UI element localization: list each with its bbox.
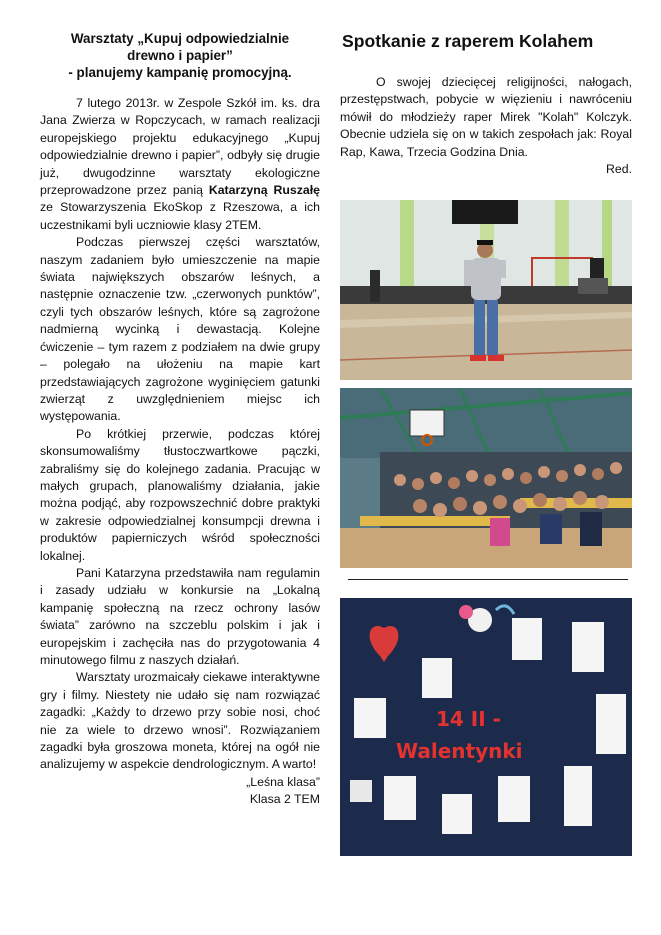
left-title-line-1: Warsztaty „Kupuj odpowiedzialnie bbox=[70, 31, 290, 46]
left-title-line-2: drewno i papier” bbox=[127, 48, 233, 63]
photo-rapper-performing bbox=[340, 200, 632, 380]
left-paragraph-5: Warsztaty urozmaicały ciekawe interaktywne gry i filmy. Niestety nie udało się nam rozwiązać zagadki: „Każdy to drzewo przy sobie nosi, choć nie za wiele to drzewo wnosi”. Rozwiązaniem zagadki była groszowa moneta, której na ogół nie analizujemy w aspekcie dendrologicznym. A warto! bbox=[40, 670, 320, 772]
photo-audience bbox=[340, 388, 632, 568]
left-p1-person-name: Katarzyną Ruszałę bbox=[208, 183, 320, 198]
left-title-line-3: - planujemy kampanię promocyjną. bbox=[68, 65, 292, 80]
left-p1-text-after: ze Stowarzyszenia EkoSkop z Rzeszowa, a ich uczestnikami byli uczniowie klasy 2TEM. bbox=[40, 200, 320, 232]
left-paragraph-3: Po krótkiej przerwie, podczas której skonsumowaliśmy tłustoczwartkowe pączki, zabraliśmy się do kolejnego zadania. Pracując w małych grupach, planowaliśmy działania, jakie można podjąć, aby rozpowszechnić dobre praktyki w zakresie odpowiedzialnej konsumpcji drewna i produktów papierniczych wśród społeczności lokalnej. bbox=[40, 426, 320, 563]
left-signature-line-1: „Leśna klasa” bbox=[246, 774, 320, 789]
left-paragraph-2: Podczas pierwszej części warsztatów, naszym zadaniem było umieszczenie na mapie świata największych obszarów leśnych, a następnie oznaczenie tzw. „czerwonych punktów”, czyli tych obszarów leśnych, które są zagrożone nadmierną wycinką i dewastacją. Kolejne ćwiczenie – tym razem z podziałem na dwie grupy – polegało na ułożeniu na mapie kart przedstawiających zagrożone wyginięciem gatunki zwierząt z uwzględnieniem miejsc ich występowania. bbox=[40, 235, 320, 424]
banner-date-text: 14 II - bbox=[436, 707, 501, 731]
left-article bbox=[40, 30, 320, 809]
left-signature-line-2: Klasa 2 TEM bbox=[249, 792, 320, 807]
right-article-body: O swojej dziecięcej religijności, nałogach, przestępstwach, pobycie w więzieniu i nawróceniu mówił do młodzieży raper Mirek "Kolah" Kolczyk. Obecnie udziela się on w takich zespołach jak: Royal Rap, Kawa, Trzecia Godzina Dnia. bbox=[340, 75, 632, 159]
right-article-signature: Red. bbox=[606, 162, 632, 177]
right-article-title: Spotkanie z raperem Kolahem bbox=[342, 31, 594, 51]
left-paragraph-1 bbox=[40, 95, 320, 234]
banner-walentynki-text: Walentynki bbox=[396, 739, 523, 763]
photo-valentines-board bbox=[340, 598, 632, 856]
left-article-title bbox=[40, 30, 320, 81]
left-paragraph-4: Pani Katarzyna przedstawiła nam regulamin i zasady udziału w konkursie na „Lokalną kampanię społeczną na rzecz ochrony lasów świata” zarówno na szczeblu polskim i jak i europejskim i zachęciła nas do przygotowania 4 minutowego filmu z naszych działań. bbox=[40, 565, 320, 667]
left-p1-text-before: 7 lutego 2013r. w Zespole Szkół im. ks. dra Jana Zwierza w Ropczycach, w ramach realizacji europejskiego projektu edukacyjnego „Kupuj odpowiedzialnie drewno i papier”, odbyły się drugie już, dwugodzinne warsztaty ekologiczne przeprowadzone przez panią bbox=[40, 96, 320, 198]
column-divider-line bbox=[348, 579, 628, 580]
right-article bbox=[340, 30, 632, 178]
